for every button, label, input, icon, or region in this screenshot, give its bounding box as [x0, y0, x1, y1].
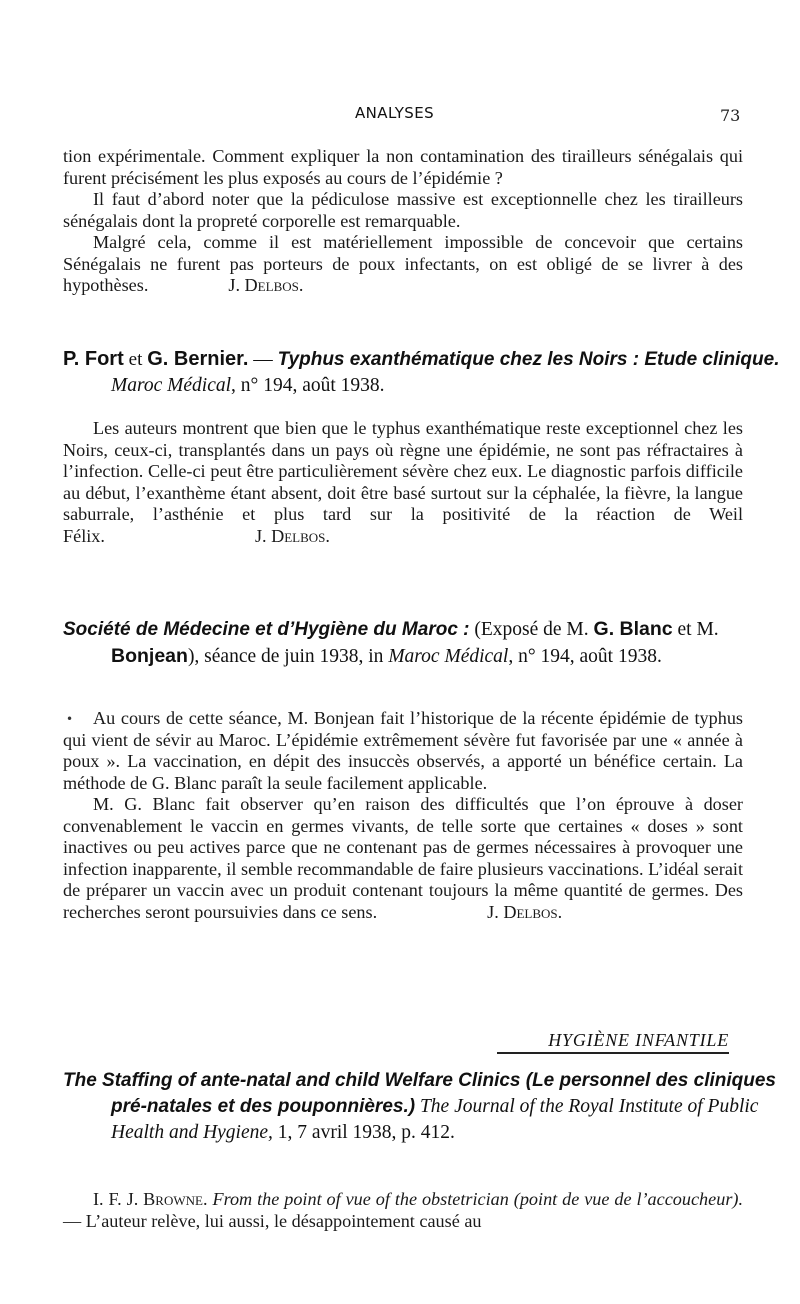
- signature: J. Delbos.: [254, 525, 330, 546]
- entry-body-typhus: [63, 418, 743, 547]
- continuation-section: [63, 146, 743, 297]
- dash: —: [253, 349, 273, 370]
- quoted-title: From the point of vue of the obstetrician (point de vue de l’accoucheur).: [212, 1189, 743, 1209]
- margin-mark: •: [66, 712, 74, 726]
- paragraph: Il faut d’abord noter que la pédiculose massive est exceptionnelle chez les tirailleurs sénégalais dont la propreté corporelle est remarquable.: [63, 189, 743, 231]
- entry-heading-typhus: [63, 346, 800, 399]
- heading-text: et M.: [677, 619, 719, 640]
- heading-text: ), séance de juin 1938, in: [187, 646, 384, 667]
- section-label: HYGIÈNE INFANTILE: [497, 1030, 729, 1054]
- heading-text: (Exposé de M.: [474, 619, 589, 640]
- entry-body-staffing: [63, 1189, 743, 1232]
- entry-heading-staffing: [63, 1068, 800, 1146]
- paragraph: tion expérimentale. Comment expliquer la non contamination des tirailleurs sénégalais qui furent précisément les plus exposés au cours de l’épidémie ?: [63, 146, 743, 188]
- author: I. F. J. Browne.: [93, 1189, 208, 1209]
- paragraph: I. F. J. Browne. From the point of vue of the obstetrician (point de vue de l’accoucheur). — L’auteur relève, lui aussi, le désappointement causé au: [63, 1189, 743, 1231]
- paragraph: Les auteurs montrent que bien que le typhus exanthématique reste exceptionnel chez les Noirs, ceux-ci, transplantés dans un pays où règne une épidémie, ne sont pas réfractaires à l’infection. Celle-ci peut être particulièrement sévère chez eux. Le diagnostic parfois difficile au début, l’exanthème étant absent, doit être basé surtout sur la céphalée, la fièvre, la langue saburrale, l’asthénie et plus tard sur la positivité de la réaction de Weil Félix. J. Delbos.: [63, 418, 743, 546]
- person-name: Bonjean: [111, 645, 188, 667]
- paragraph: Au cours de cette séance, M. Bonjean fait l’historique de la récente épidémie de typhus qui vient de sévir au Maroc. L’épidémie extrêmement sévère fut favorisée par une « année à poux ». La vaccination, en dépit des insuccès observés, a apporté un bénéfice certain. La méthode de G. Blanc paraît la seule facilement applicable.: [63, 708, 743, 793]
- author: G. Bernier.: [147, 348, 249, 370]
- running-head: [0, 104, 800, 126]
- paragraph: M. G. Blanc fait observer qu’en raison des difficultés que l’on éprouve à doser convenablement le vaccin en germes vivants, de telle sorte que certaines « doses » sont inactives ou peu actives parce que ne contenant pas de germes nécessaires à provoquer une infection inapparente, il semble recommandable de faire plusieurs vaccinations. L’idéal serait de préparer un vaccin avec un produit contenant toujours la même quantité de germes. Des recherches seront poursuivies dans ce sens. J. Delbos.: [63, 794, 743, 922]
- journal-name: Maroc Médical: [111, 375, 232, 396]
- signature: J. Delbos.: [228, 275, 304, 295]
- entry-body-societe: [63, 708, 743, 923]
- journal-name: The Journal of the Royal Institute of Public Health and Hygiene,: [111, 1096, 759, 1143]
- running-title: ANALYSES: [355, 104, 434, 122]
- publication-details: , n° 194, août 1938.: [231, 375, 385, 396]
- entry-heading-societe: [63, 616, 800, 670]
- page-number: 73: [720, 106, 741, 125]
- signature: J. Delbos.: [487, 901, 563, 922]
- paragraph: Malgré cela, comme il est matériellement impossible de concevoir que certains Sénégalais ne furent pas porteurs de poux infectants, on est obligé de se livrer à des hypothèses. J. Delbos.: [63, 232, 743, 295]
- publication-details: , n° 194, août 1938.: [508, 646, 662, 667]
- society-title: Société de Médecine et d’Hygiène du Maroc :: [63, 619, 470, 640]
- journal-name: Maroc Médical: [388, 646, 509, 667]
- conjunction: et: [128, 349, 143, 370]
- publication-details: 1, 7 avril 1938, p. 412.: [272, 1122, 455, 1143]
- person-name: G. Blanc: [593, 618, 673, 640]
- article-title: The Staffing of ante-natal and child Welfare Clinics (Le personnel des cliniques pré-natales et des pouponnières.): [63, 1070, 776, 1117]
- article-title: Typhus exanthématique chez les Noirs : Etude clinique.: [277, 349, 780, 370]
- author: P. Fort: [63, 348, 124, 370]
